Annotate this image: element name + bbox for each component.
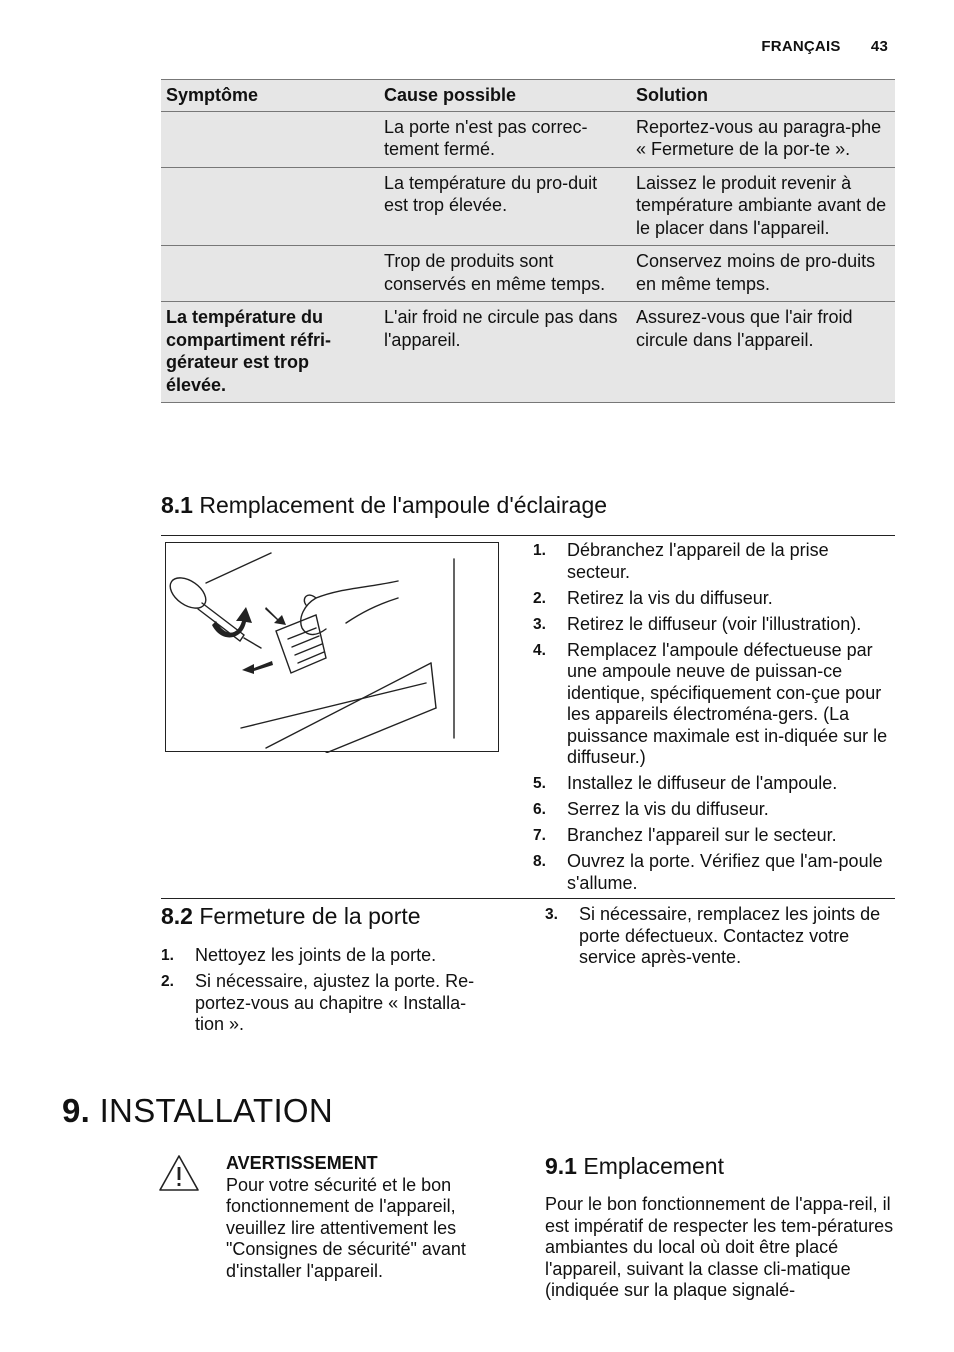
table-row [161, 246, 895, 302]
section-number: 8.1 [161, 492, 193, 518]
cell-cause: La porte n'est pas correc-tement fermé. [379, 111, 631, 167]
page-header [761, 38, 888, 55]
table-row [161, 111, 895, 167]
col-header-solution: Solution [631, 80, 895, 112]
table-row [161, 302, 895, 403]
door-closing-steps-right [545, 904, 897, 973]
cell-cause: L'air froid ne circule pas dans l'appareil. [379, 302, 631, 403]
step-text: Si nécessaire, remplacez les joints de porte défectueux. Contactez votre service après-vente. [579, 904, 881, 967]
section-number: 9.1 [545, 1153, 577, 1179]
section-title: Remplacement de l'ampoule d'éclairage [199, 492, 608, 518]
step-number: 2. [161, 973, 174, 990]
step-number: 1. [533, 542, 546, 559]
step-number: 4. [533, 641, 546, 659]
step-number: 6. [533, 801, 546, 818]
cell-cause: Trop de produits sont conservés en même temps. [379, 246, 631, 302]
section-title: Emplacement [583, 1153, 724, 1179]
list-item [533, 640, 895, 769]
lamp-replacement-illustration [165, 542, 499, 752]
section-heading-8-1 [161, 492, 607, 519]
section-number: 8.2 [161, 903, 193, 929]
list-item [533, 799, 895, 821]
step-text: Nettoyez les joints de la porte. [195, 945, 437, 965]
door-closing-steps-left [161, 945, 491, 1040]
section-title: Fermeture de la porte [199, 903, 421, 929]
chapter-heading [62, 1092, 333, 1130]
step-number: 8. [533, 853, 546, 870]
cell-symptom [161, 111, 379, 167]
cell-solution: Conservez moins de pro-duits en même temps. [631, 246, 895, 302]
section-label: FRANÇAIS [761, 38, 841, 55]
list-item [161, 971, 491, 1036]
section-heading-8-2 [161, 903, 421, 930]
table-row [161, 167, 895, 246]
list-item [533, 851, 895, 894]
list-item [533, 614, 895, 636]
warning-title: AVERTISSEMENT [226, 1153, 378, 1173]
step-text: Installez le diffuseur de l'ampoule. [567, 773, 838, 793]
table-header-row [161, 80, 895, 112]
step-text: Remplacez l'ampoule défectueuse par une ampoule neuve de puissan-ce identique, spécifiquement con-çue pour les appareils électroména-gers. (La puissance maximale est in-diquée sur le diffuseur.) [567, 639, 888, 767]
step-number: 5. [533, 775, 546, 792]
list-item [533, 588, 895, 610]
step-text: Débranchez l'appareil de la prise secteur. [567, 540, 829, 582]
step-text: Retirez le diffuseur (voir l'illustration). [567, 613, 862, 634]
col-header-symptom: Symptôme [161, 80, 379, 112]
step-text: Retirez la vis du diffuseur. [567, 587, 773, 608]
lamp-replacement-steps [533, 540, 895, 899]
cell-symptom: La température du compartiment réfri-gérateur est trop élevée. [161, 302, 379, 403]
troubleshooting-table [161, 79, 895, 403]
step-number: 3. [545, 906, 558, 923]
divider [161, 898, 895, 899]
list-item [533, 773, 895, 795]
list-item [533, 825, 895, 847]
list-item [161, 945, 491, 967]
cell-solution: Laissez le produit revenir à température ambiante avant de le placer dans l'appareil. [631, 167, 895, 246]
cell-solution: Assurez-vous que l'air froid circule dans l'appareil. [631, 302, 895, 403]
illustration-drawing [166, 543, 500, 753]
cell-solution: Reportez-vous au paragra-phe « Fermeture de la por-te ». [631, 111, 895, 167]
warning-triangle-icon [158, 1154, 200, 1192]
cell-cause: La température du pro-duit est trop élevée. [379, 167, 631, 246]
page-number: 43 [870, 38, 888, 55]
step-text: Ouvrez la porte. Vérifiez que l'am-poule s'allume. [567, 851, 883, 893]
step-text: Serrez la vis du diffuseur. [567, 799, 769, 819]
list-item [533, 540, 895, 583]
cell-symptom [161, 167, 379, 246]
step-text: Branchez l'appareil sur le secteur. [567, 825, 837, 845]
step-text: Si nécessaire, ajustez la porte. Re-portez-vous au chapitre « Installa-tion ». [195, 971, 475, 1034]
col-header-cause: Cause possible [379, 80, 631, 112]
divider [161, 535, 895, 536]
cell-symptom [161, 246, 379, 302]
location-paragraph: Pour le bon fonctionnement de l'appa-reil, il est impératif de respecter les tem-pératures ambiantes du local où doit être placé l'appareil, suivant la classe cli-matique (indiquée sur la plaque signalé- [545, 1194, 894, 1300]
step-number: 7. [533, 827, 546, 844]
list-item [545, 904, 897, 969]
section-heading-9-1 [545, 1153, 724, 1180]
step-number: 3. [533, 615, 546, 633]
step-number: 1. [161, 947, 174, 964]
chapter-number: 9. [62, 1092, 91, 1129]
chapter-title: INSTALLATION [99, 1092, 334, 1129]
warning-text: Pour votre sécurité et le bon fonctionnement de l'appareil, veuillez lire attentivement les "Consignes de sécurité" avant d'installer l'appareil. [226, 1174, 466, 1281]
step-number: 2. [533, 589, 546, 607]
warning-box [226, 1153, 506, 1282]
